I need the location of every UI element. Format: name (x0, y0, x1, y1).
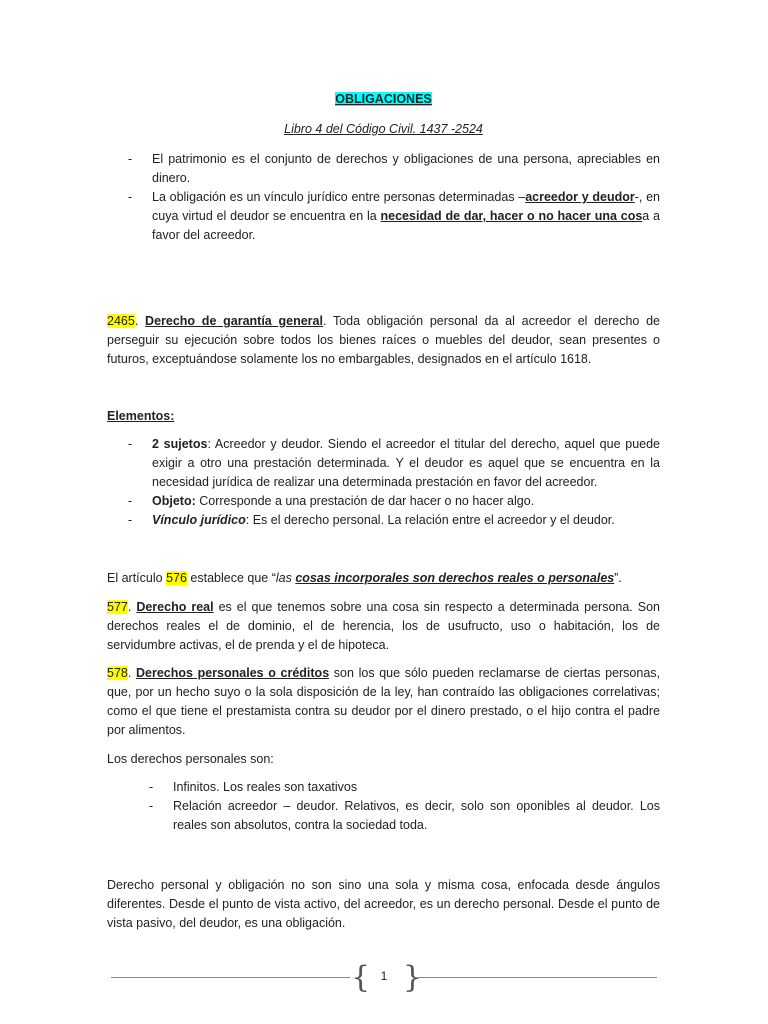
article-number: 578 (107, 666, 128, 680)
punctuation: . (134, 314, 139, 328)
list-item (107, 511, 660, 530)
punctuation: . (127, 600, 137, 614)
necesidad-emphasis: necesidad de dar, hacer o no hacer una cos (380, 209, 643, 223)
elementos-list-block (107, 435, 660, 530)
footer-divider-right (418, 977, 657, 978)
left-brace-icon: { (351, 960, 371, 995)
element-label: Vínculo jurídico (152, 513, 246, 527)
paragraph-text: establece que “ (186, 571, 276, 585)
personales-list-block (107, 778, 660, 835)
article-text: . Toda obligación personal da al acreedor el derecho de perseguir su ejecución sobre todos los bienes raíces o muebles del deudor, sean presentes o futuros, exceptuándose solamente los no embargables, designados en el artículo 1618. (107, 314, 660, 366)
list-item (107, 435, 660, 492)
page-number: 1 (380, 969, 388, 983)
article-text: son los que sólo pueden reclamarse de ciertas personas, que, por un hecho suyo o la sola disposición de la ley, han contraído las obligaciones correlativas; como el que tiene el prestamista contra su deudor por el dinero prestado, o el hijo contra el padre por alimentos. (107, 666, 661, 737)
footer-divider-left (111, 977, 350, 978)
article-578-paragraph (107, 664, 660, 740)
closing-paragraph: Derecho personal y obligación no son sino una sola y misma cosa, enfocada desde ángulos diferentes. Desde el punto de vista activo, del acreedor, es un derecho personal. Desde el punto de vista pasivo, del deudor, es una obligación. (107, 878, 660, 930)
article-number: 576 (166, 571, 187, 585)
element-text: : Es el derecho personal. La relación entre el acreedor y el deudor. (245, 513, 615, 527)
title-text: OBLIGACIONES (335, 92, 432, 106)
intro-item-text: -, en cuya virtud el deudor se encuentra en la (152, 190, 660, 223)
elementos-list (107, 435, 660, 530)
quote-text: las (275, 571, 296, 585)
article-number: 2465 (107, 314, 135, 328)
article-heading: Derechos personales o créditos (135, 666, 330, 680)
punctuation: . (127, 666, 136, 680)
section-heading: Elementos: (107, 409, 175, 423)
list-item (107, 188, 660, 245)
article-number: 577 (107, 600, 128, 614)
article-577-paragraph (107, 598, 660, 655)
element-text: : Acreedor y deudor. Siendo el acreedor el titular del derecho, aquel que puede exigir a otro una prestación determinada. Y el deudor es aquel que se encuentra en la necesidad jurídica de realizar una determinada prestación en favor del acreedor. (152, 437, 660, 489)
list-item: - Infinitos. Los reales son taxativos (107, 778, 660, 797)
article-heading: Derecho de garantía general (145, 314, 323, 328)
acreedor-deudor-emphasis: acreedor y deudor (525, 190, 635, 204)
article-text: es el que tenemos sobre una cosa sin respecto a determinada persona. Son derechos reales el de dominio, el de herencia, los de usufructo, uso o habitación, los de servidumbre activas, el de prenda y el de hipoteca. (107, 600, 661, 652)
element-text: Corresponde a una prestación de dar hacer o no hacer algo. (195, 494, 535, 508)
personales-list (107, 778, 660, 835)
elementos-heading-block (107, 407, 660, 426)
document-title (107, 92, 660, 106)
article-2465-paragraph (107, 312, 660, 369)
personales-intro: Los derechos personales son: (107, 752, 274, 766)
punctuation: ”. (614, 571, 622, 585)
quote-emphasis: cosas incorporales son derechos reales o personales (295, 571, 615, 585)
intro-item-text: El patrimonio es el conjunto de derechos y obligaciones de una persona, apreciables en dinero. (152, 152, 660, 185)
list-item (107, 150, 660, 188)
element-label: 2 sujetos (152, 437, 208, 451)
document-subtitle: Libro 4 del Código Civil. 1437 -2524 (284, 122, 483, 136)
intro-list (107, 150, 660, 245)
intro-item-text: a a favor del acreedor. (152, 209, 660, 242)
right-brace-icon: } (403, 960, 423, 995)
element-label: Objeto: (152, 494, 196, 508)
article-heading: Derecho real (136, 600, 214, 614)
list-item (107, 492, 660, 511)
article-576-paragraph (107, 569, 660, 588)
intro-item-text: La obligación es un vínculo jurídico entre personas determinadas – (152, 190, 526, 204)
paragraph-text: El artículo (107, 571, 167, 585)
intro-list-block (107, 150, 660, 245)
list-item: - Relación acreedor – deudor. Relativos, es decir, solo son oponibles al deudor. Los reales son absolutos, contra la sociedad toda. (107, 797, 660, 835)
